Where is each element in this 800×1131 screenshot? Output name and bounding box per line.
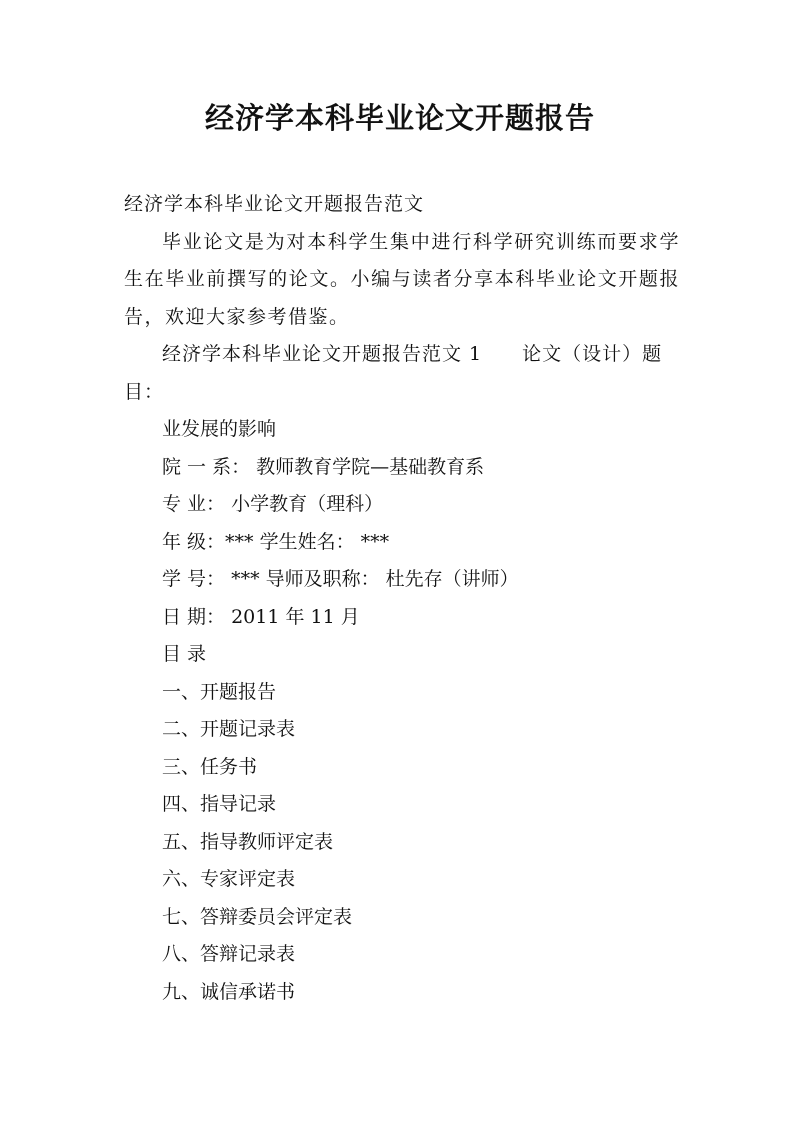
topic-paragraph [124,336,680,411]
sample-label: 经济学本科毕业论文开题报告范文 1 [162,343,483,365]
toc-item: 八、答辩记录表 [162,943,296,965]
toc-item: 一、开题报告 [162,680,277,703]
grade-field: 年 级：*** 学生姓名： *** [162,530,390,553]
toc-item: 二、开题记录表 [162,718,296,740]
toc-item: 三、任务书 [162,755,258,778]
toc-item: 六、专家评定表 [162,868,296,890]
date-field: 日 期： 2011 年 11 月 [162,605,360,628]
toc-heading: 目 录 [162,643,207,665]
toc-item: 九、诚信承诺书 [162,980,296,1003]
document-title: 经济学本科毕业论文开题报告 [204,101,595,135]
intro-paragraph: 毕业论文是为对本科学生集中进行科学研究训练而要求学生在毕业前撰写的论文。小编与读者分享本科毕业论文开题报告，欢迎大家参考借鉴。 [124,230,680,328]
subtitle: 经济学本科毕业论文开题报告范文 [124,193,425,215]
student-id-field: 学 号： *** 导师及职称： 杜先存（讲师） [162,568,519,590]
topic-continuation: 业发展的影响 [162,418,277,440]
major-field: 专 业： 小学教育（理科） [162,493,384,515]
topic-label: 论文（设计）题目： [124,343,663,403]
document-body [124,186,680,1011]
toc-item: 七、答辩委员会评定表 [162,905,353,928]
toc-item: 四、指导记录 [162,793,277,815]
dept-field: 院 一 系： 教师教育学院—基础教育系 [162,455,485,478]
toc-item: 五、指导教师评定表 [162,830,334,853]
